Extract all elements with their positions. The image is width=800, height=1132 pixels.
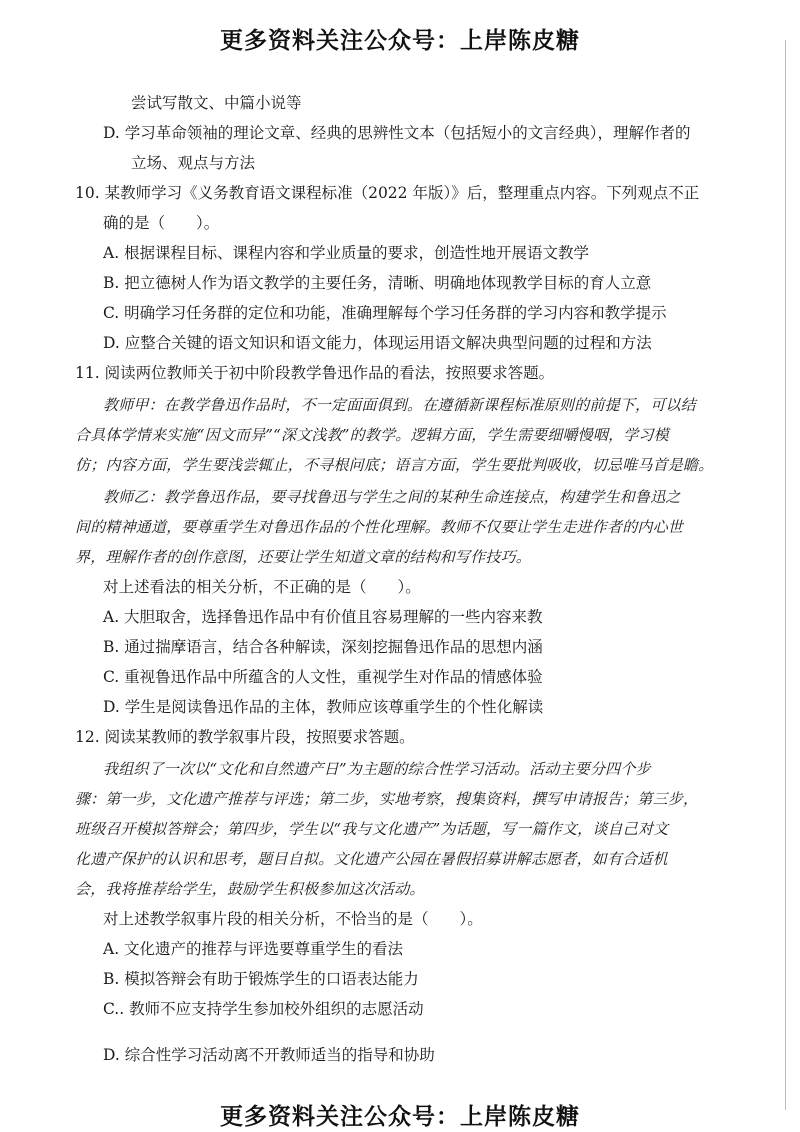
q12-option-d: D. 综合性学习活动离不开教师适当的指导和协助 xyxy=(103,1046,435,1064)
q11-teacher-b-line1: 教师乙：教学鲁迅作品，要寻找鲁迅与学生之间的某种生命连接点，构建学生和鲁迅之 xyxy=(103,488,681,506)
q12-option-a: A. 文化遗产的推荐与评选要尊重学生的看法 xyxy=(103,940,404,958)
q12-option-b: B. 模拟答辩会有助于锻炼学生的口语表达能力 xyxy=(103,970,419,988)
q10-option-c: C. 明确学习任务群的定位和功能，准确理解每个学习任务群的学习内容和教学提示 xyxy=(103,304,667,322)
q12-narrative-line1: 我组织了一次以“文化和自然遗产日”为主题的综合性学习活动。活动主要分四个步 xyxy=(103,760,651,778)
q12-option-c: C.. 教师不应支持学生参加校外组织的志愿活动 xyxy=(103,1000,424,1018)
q12-narrative-line4: 化遗产保护的认识和思考，题目自拟。文化遗产公园在暑假招募讲解志愿者，如有合适机 xyxy=(75,850,668,868)
q12-narrative-line2: 骤：第一步，文化遗产推荐与评选；第二步，实地考察，搜集资料，撰写申请报告；第三步， xyxy=(75,790,699,808)
q11-teacher-a-line1: 教师甲：在教学鲁迅作品时，不一定面面俱到。在遵循新课程标准原则的前提下，可以结 xyxy=(103,396,696,414)
q11-option-c: C. 重视鲁迅作品中所蕴含的人文性，重视学生对作品的情感体验 xyxy=(103,668,543,686)
q9-continuation: 尝试写散文、中篇小说等 xyxy=(131,94,302,112)
q12-stem: 12. 阅读某教师的教学叙事片段，按照要求答题。 xyxy=(75,728,415,746)
q11-stem: 11. 阅读两位教师关于初中阶段教学鲁迅作品的看法，按照要求答题。 xyxy=(75,364,555,382)
footer-banner: 更多资料关注公众号：上岸陈皮糖 xyxy=(220,1104,580,1130)
q10-option-a: A. 根据课程目标、课程内容和学业质量的要求，创造性地开展语文教学 xyxy=(103,244,590,262)
q9-option-d: D. 学习革命领袖的理论文章、经典的思辨性文本（包括短小的文言经典），理解作者的 xyxy=(103,124,691,142)
q10-stem-cont: 确的是（ ）。 xyxy=(103,214,220,232)
q10-option-d: D. 应整合关键的语文知识和语文能力，体现运用语文解决典型问题的过程和方法 xyxy=(103,334,652,352)
q11-question: 对上述看法的相关分析，不正确的是（ ）。 xyxy=(103,578,421,596)
q10-option-b: B. 把立德树人作为语文教学的主要任务，清晰、明确地体现教学目标的育人立意 xyxy=(103,274,652,292)
q9-option-d-cont: 立场、观点与方法 xyxy=(131,154,256,172)
q12-question: 对上述教学叙事片段的相关分析，不恰当的是（ ）。 xyxy=(103,910,483,928)
q12-narrative-line5: 会，我将推荐给学生，鼓励学生积极参加这次活动。 xyxy=(75,880,425,898)
q12-narrative-line3: 班级召开模拟答辩会；第四步，学生以“我与文化遗产”为话题，写一篇作文，谈自己对文 xyxy=(75,820,669,838)
q10-stem: 10. 某教师学习《义务教育语文课程标准（2022 年版）》后，整理重点内容。下列观点不正 xyxy=(75,184,700,202)
q11-option-d: D. 学生是阅读鲁迅作品的主体，教师应该尊重学生的个性化解读 xyxy=(103,698,544,716)
q11-teacher-b-line2: 间的精神通道，要尊重学生对鲁迅作品的个性化理解。教师不仅要让学生走进作者的内心世 xyxy=(75,518,684,536)
q11-option-b: B. 通过揣摩语言，结合各种解读，深刻挖掘鲁迅作品的思想内涵 xyxy=(103,638,543,656)
q11-teacher-a-line2: 合具体学情来实施“因文而异”“深文浅教”的教学。逻辑方面，学生需要细嚼慢咽，学习模 xyxy=(75,426,669,444)
q11-option-a: A. 大胆取舍，选择鲁迅作品中有价值且容易理解的一些内容来教 xyxy=(103,608,543,626)
q11-teacher-a-line3: 仿；内容方面，学生要浅尝辄止，不寻根问底；语言方面，学生要批判吸收，切忌唯马首是瞻。 xyxy=(75,456,714,474)
scan-edge-rule xyxy=(785,40,786,1110)
q11-teacher-b-line3: 界，理解作者的创作意图，还要让学生知道文章的结构和写作技巧。 xyxy=(75,548,532,566)
header-banner: 更多资料关注公众号：上岸陈皮糖 xyxy=(220,28,580,54)
